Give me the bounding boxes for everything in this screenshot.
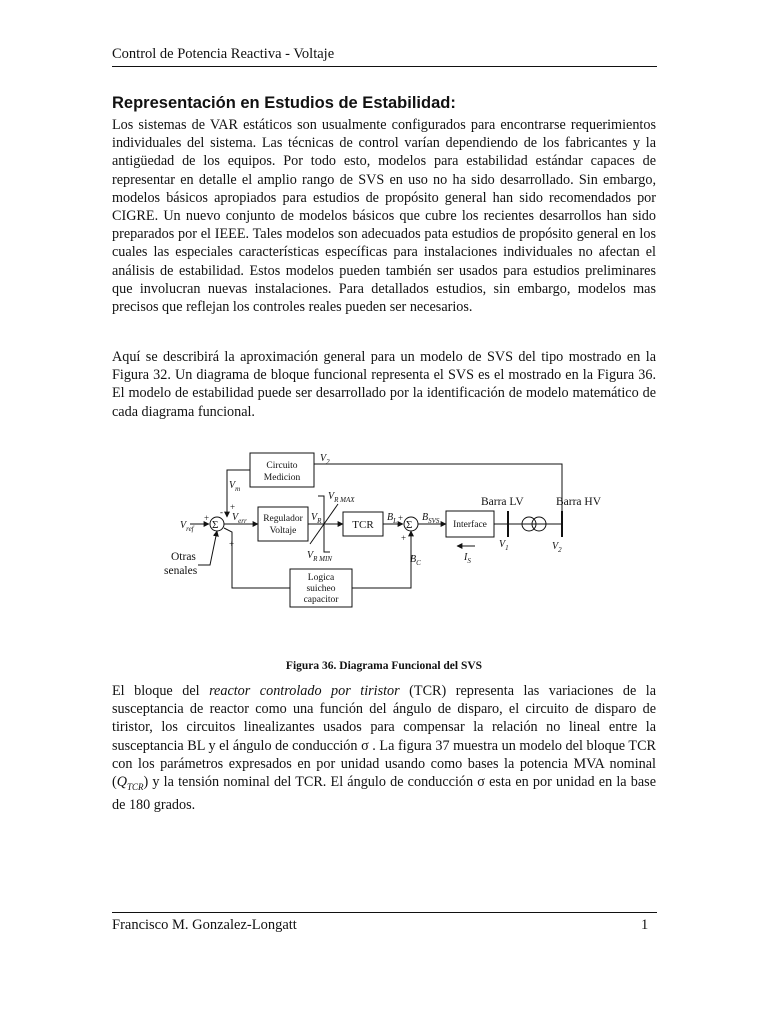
p3-text-italic: reactor controlado por tiristor bbox=[209, 683, 400, 699]
sum2-symbol: Σ bbox=[406, 519, 413, 531]
label-bsvs: $B_{SVS}$ bbox=[422, 512, 440, 525]
sum2-plus-left: + bbox=[398, 513, 404, 523]
header-rule bbox=[112, 66, 657, 67]
label-vr: $V_R$ bbox=[311, 512, 322, 525]
sum1-plus-bottom: + bbox=[229, 539, 235, 549]
logica-line3: capacitor bbox=[303, 595, 339, 605]
medicion-line2: Medicion bbox=[263, 473, 301, 483]
logica-line1: Logica bbox=[307, 573, 335, 583]
sum1-plus-top: + bbox=[230, 502, 236, 512]
sum2-plus-bottom: + bbox=[401, 533, 407, 543]
paragraph-3 bbox=[112, 682, 656, 814]
figure-caption: Figura 36. Diagrama Funcional del SVS bbox=[285, 660, 483, 672]
tcr-label: TCR bbox=[352, 519, 374, 531]
label-bc: $B_C$ bbox=[410, 554, 421, 567]
label-verr: $V_{err}$ bbox=[232, 512, 247, 525]
label-bl: $B_L$ bbox=[387, 512, 398, 525]
p3-text-c: ) y la tensión nominal del TCR. El ángulo de conducción σ esta en por unidad en la base de 180 grados. bbox=[112, 774, 656, 814]
svs-functional-diagram bbox=[160, 448, 610, 616]
section-title: Representación en Estudios de Estabilidad: bbox=[112, 94, 456, 112]
paragraph-1: Los sistemas de VAR estáticos son usualmente configurados para encontrarse requerimientos individuales del sistema. Las técnicas de control varían dependiendo de los fabricantes y la antigüedad de los equipos. Por todo esto, modelos para estabilidad estándar capaces de representar en detalle el amplio rango de SVS en uso no ha sido desarrollado. Sin embargo, modelos básicos apropiados para estudios de propósito general han sido recomendados por CIGRE. Un nuevo conjunto de modelos básicos que cubre los recientes desarrollos han sido preparados por el IEEE. Tales modelos son adecuados pata estudios de propósito general en los cuales las especiales características específicas para instalaciones individuales no afectan el análisis de estabilidad. Estos modelos pueden también ser usados para estudios preliminares que involucran nuevas instalaciones. Para detallados estudios, sin embargo, modelos mas precisos que reflejan los controles reales pueden ser necesarios. bbox=[112, 117, 656, 316]
medicion-line1: Circuito bbox=[266, 461, 298, 471]
regulador-line1: Regulador bbox=[263, 514, 303, 524]
label-vm: $V_m$ bbox=[229, 480, 241, 493]
label-v1: $V_1$ bbox=[499, 539, 509, 552]
label-is: $I_S$ bbox=[464, 552, 471, 565]
logica-line2: suicheo bbox=[306, 584, 336, 594]
p3-q-symbol: Q bbox=[116, 774, 127, 791]
label-senales: senales bbox=[164, 565, 198, 577]
sum1-symbol: Σ bbox=[212, 519, 219, 531]
p3-text-a: El bloque del bbox=[112, 683, 210, 699]
sum1-minus: - bbox=[220, 507, 223, 517]
footer-rule bbox=[112, 912, 657, 913]
running-header: Control de Potencia Reactiva - Voltaje bbox=[112, 46, 335, 62]
label-v2-top: $V_2$ bbox=[320, 453, 330, 466]
line-logic-feedback bbox=[224, 528, 290, 588]
interface-label: Interface bbox=[453, 520, 487, 530]
label-vrmax: $V_{R MAX}$ bbox=[328, 491, 355, 504]
p3-q-subscript: TCR bbox=[126, 781, 144, 792]
sum1-plus-left: + bbox=[204, 513, 210, 523]
footer-author: Francisco M. Gonzalez-Longatt bbox=[112, 917, 297, 933]
page-number: 1 bbox=[641, 917, 649, 933]
p3-text-b: (TCR) representa las variaciones de la susceptancia de reactor como una función del ángulo de disparo, el circuito de disparo de tiristor, los circuitos linealizantes usados para compensar la relación no lineal entre la susceptancia BL y el ángulo de conducción σ . La figura 37 muestra un modelo del bloque TCR con los parámetros expresados en por unidad usando como bases la potencia MVA nominal ( bbox=[112, 683, 656, 791]
label-vref: $V_{ref}$ bbox=[180, 520, 194, 533]
label-v2: $V_2$ bbox=[552, 541, 562, 554]
line-otras-senales bbox=[198, 531, 217, 565]
label-vrmin: $V_{R MIN}$ bbox=[307, 550, 332, 563]
paragraph-2: Aquí se describirá la aproximación general para un modelo de SVS del tipo mostrado en la Figura 32. Un diagrama de bloque funcional representa el SVS es el mostrado en la Figura 36. El modelo de estabilidad puede ser desarrollado por la identificación de modelo matemático de cada diagrama funcional. bbox=[112, 349, 656, 420]
label-barra-hv: Barra HV bbox=[556, 496, 602, 508]
label-barra-lv: Barra LV bbox=[481, 496, 524, 508]
regulador-line2: Voltaje bbox=[269, 526, 297, 536]
label-otras: Otras bbox=[171, 551, 196, 563]
